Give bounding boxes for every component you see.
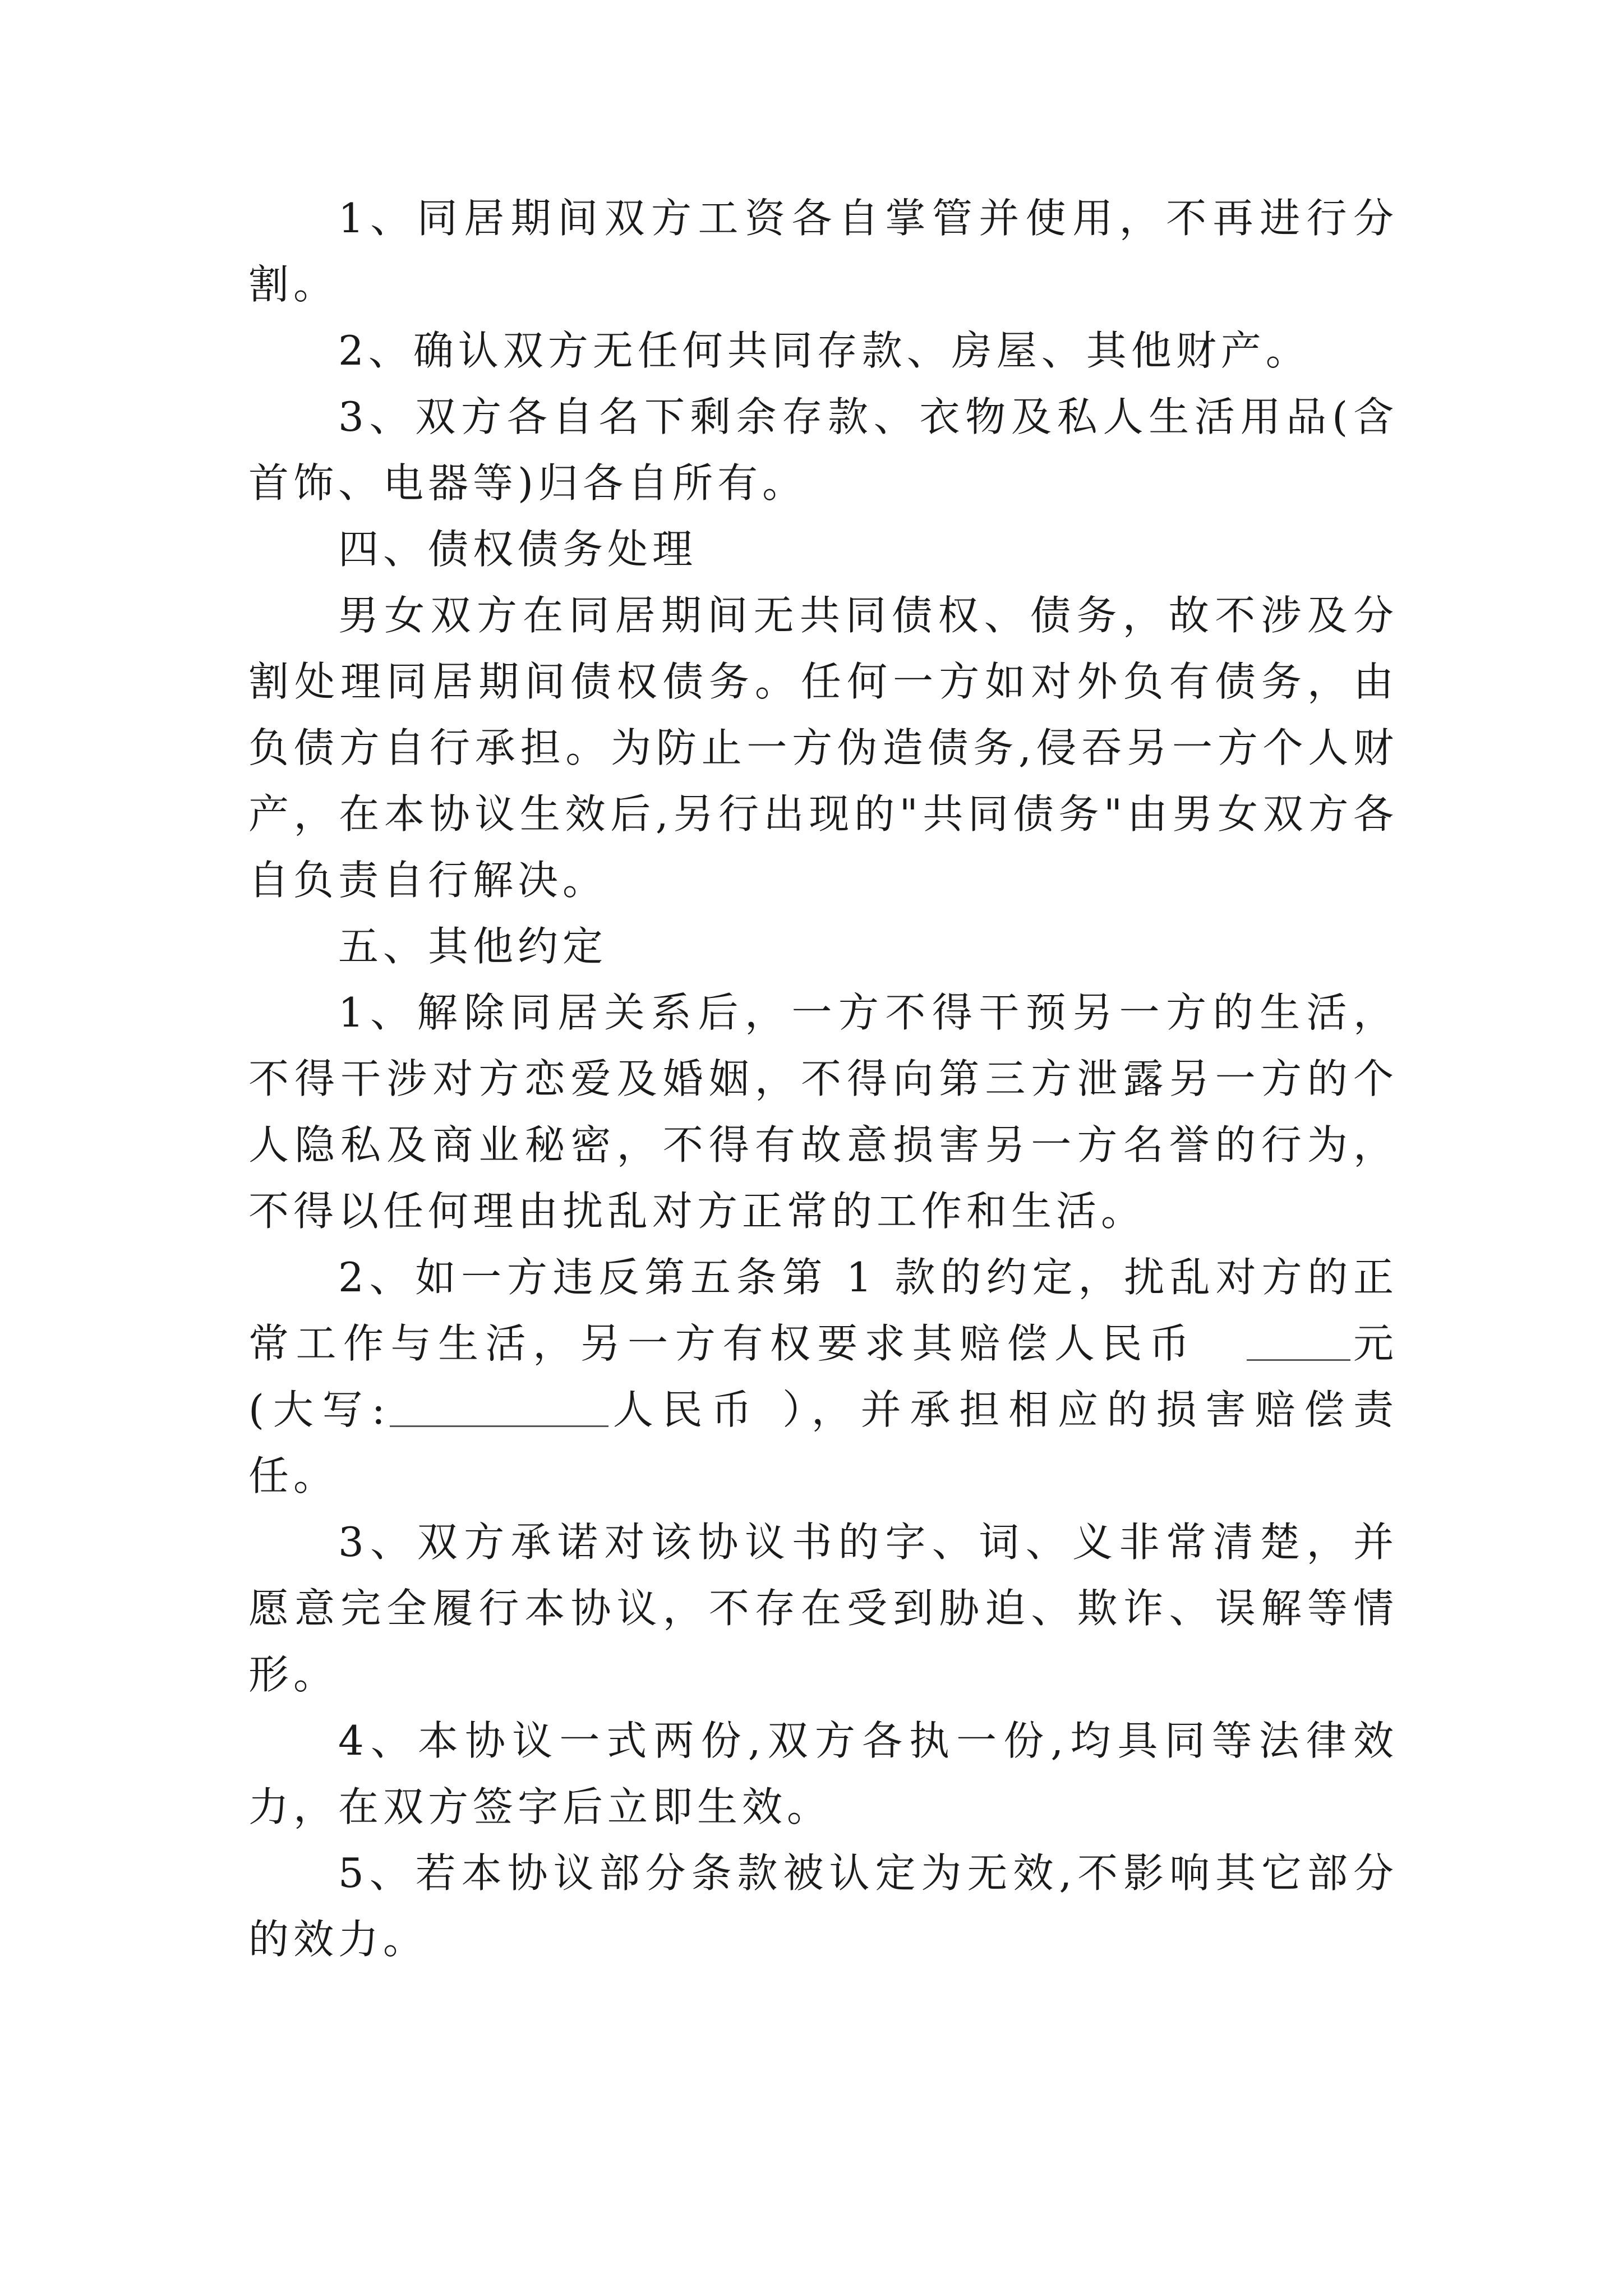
section-5-heading: 五、其他约定 [338,923,608,970]
section-4-body: 男女双方在同居期间无共同债权、债务，故不涉及分割处理同居期间债权债务。任何一方如对外负有债务，由负债方自行承担。为防止一方伪造债务,侵吞另一方个人财产，在本协议生效后,另行出现的"共同债务"由男女双方各自负责自行解决。 [248,592,1398,904]
other-clause-5: 5、若本协议部分条款被认定为无效,不影响其它部分的效力。 [248,1849,1398,1963]
other-clause-3: 3、双方承诺对该协议书的字、词、义非常清楚，并愿意完全履行本协议，不存在受到胁迫、欺诈、误解等情形。 [248,1519,1398,1698]
compensation-text-part3: 人民币 ），并承担相应的损害赔偿责任。 [248,1386,1398,1499]
compensation-text-part1: 2、如一方违反第五条第 1 款的约定，扰乱对方的正常工作与生活，另一方有权要求其赔偿人民币 [248,1254,1398,1367]
amount-blank[interactable] [1247,1320,1350,1361]
other-clause-1: 1、解除同居关系后，一方不得干预另一方的生活，不得干涉对方恋爱及婚姻，不得向第三方泄露另一方的个人隐私及商业秘密，不得有故意损害另一方名誉的行为，不得以任何理由扰乱对方正常的工作和生活。 [248,989,1398,1235]
property-clause-2: 2、确认双方无任何共同存款、房屋、其他财产。 [338,327,1311,374]
amount-in-words-blank[interactable] [390,1386,608,1427]
document-body [248,185,1398,1972]
property-clause-3: 3、双方各自名下剩余存款、衣物及私人生活用品(含首饰、电器等)归各自所有。 [248,393,1398,507]
other-clause-4: 4、本协议一式两份,双方各执一份,均具同等法律效力，在双方签字后立即生效。 [248,1717,1398,1830]
compensation-text-part2: 元(大写: [248,1320,1398,1433]
property-clause-1: 1、同居期间双方工资各自掌管并使用，不再进行分割。 [248,195,1398,308]
other-clause-2 [248,1244,1398,1509]
section-4-heading: 四、债权债务处理 [338,526,698,573]
